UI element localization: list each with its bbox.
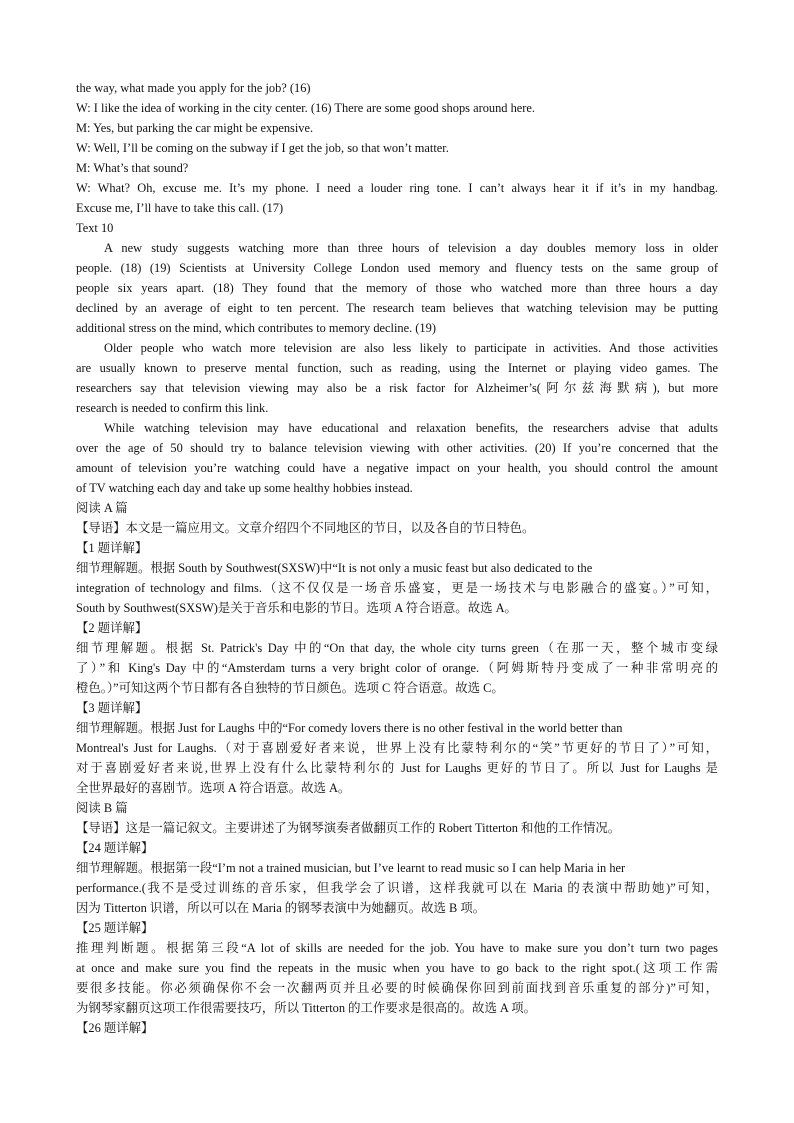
intro-line: 【导语】这是一篇记叙文。主要讲述了为钢琴演奏者做翻页工作的 Robert Titterton 和他的工作情况。 [76,821,621,835]
paragraph-line: are usually known to preserve mental function, such as reading, using the Internet or playing video games. The [76,361,718,375]
section-heading: Text 10 [76,221,114,235]
explanation-line: 细节理解题。根据第一段“I’m not a trained musician, but I’ve learnt to read music so I can help Maria in her [76,861,626,875]
section-heading: 阅读 A 篇 [76,501,128,515]
explanation-line: 了）”和 King's Day 中的“Amsterdam turns a very bright color of orange.（阿姆斯特丹变成了一种非常明亮的 [76,661,718,675]
paragraph-line: research is needed to confirm this link. [76,401,269,415]
paragraph [76,238,718,338]
explanation-line: performance.(我不是受过训练的音乐家，但我学会了识谱，这样我就可以在 Maria 的表演中帮助她)”可知， [76,881,718,895]
explanation-line: 为钢琴家翻页这项工作很需要技巧，所以 Titterton 的工作要求是很高的。故选 A 项。 [76,1001,537,1015]
paragraph [76,418,718,498]
explanation-line: 因为 Titterton 识谱，所以可以在 Maria 的钢琴表演中为她翻页。故选 B 项。 [76,901,486,915]
paragraph-line: over the age of 50 should try to balance television viewing with other activities. (20) If you’re concerned that the [76,441,718,455]
explanation-line: 橙色。）”可知这两个节日都有各自独特的节日颜色。选项 C 符合语意。故选 C。 [76,681,504,695]
paragraph-line: amount of television you’re watching could have a negative impact on your health, you should control the amount [76,461,718,475]
reading-b-section [76,798,718,1038]
dialogue-line: W: I like the idea of working in the city center. (16) There are some good shops around here. [76,101,535,115]
dialogue-section [76,78,718,218]
paragraph-line: researchers say that television viewing may also be a risk factor for Alzheimer’s(阿尔兹海默病), but more [76,381,718,395]
paragraph-line: While watching television may have educational and relaxation benefits, the researchers advise that adults [104,421,718,435]
explanation-line: Montreal's Just for Laughs.（对于喜剧爱好者来说，世界上没有比蒙特利尔的“笑”节更好的节日了）”可知， [76,741,718,755]
explanation-line: 推理判断题。根据第三段“A lot of skills are needed for the job. You have to make sure you don’t turn two pages [76,941,718,955]
paragraph-line: declined by an average of eight to ten percent. The research team believes that watching television may be putting [76,301,718,315]
dialogue-line: the way, what made you apply for the job? (16) [76,81,311,95]
paragraph-line: A new study suggests watching more than three hours of television a day doubles memory loss in older [104,241,718,255]
explanation-line: 要很多技能。你必须确保你不会一次翻两页并且必要的时候确保你回到前面找到音乐重复的部分)”可知， [76,981,718,995]
paragraph-line: of TV watching each day and take up some healthy hobbies instead. [76,481,413,495]
intro-line: 【导语】本文是一篇应用文。文章介绍四个不同地区的节日，以及各自的节日特色。 [76,521,535,535]
section-heading: 阅读 B 篇 [76,801,128,815]
question-heading: 【1 题详解】 [76,541,148,555]
paragraph-line: people six years apart. (18) They found that the memory of those who watched more than three hours a day [76,281,718,295]
dialogue-line: M: Yes, but parking the car might be expensive. [76,121,314,135]
explanation-line: 对于喜剧爱好者来说,世界上没有什么比蒙特利尔的 Just for Laughs 更好的节日了。所以 Just for Laughs 是 [76,761,718,775]
paragraph [76,338,718,418]
text10-section [76,218,718,498]
explanation-line: 细节理解题。根据 South by Southwest(SXSW)中“It is not only a music feast but also dedicated to the [76,561,593,575]
question-heading: 【3 题详解】 [76,701,148,715]
paragraph-line: additional stress on the mind, which contributes to memory decline. (19) [76,321,436,335]
explanation-line: 细节理解题。根据 St. Patrick's Day 中的“On that day, the whole city turns green（在那一天，整个城市变绿 [76,641,718,655]
paragraph-line: Older people who watch more television are also less likely to participate in activities. And those activities [104,341,718,355]
explanation-line: at once and make sure you find the repeats in the music when you have to go back to the right spot.(这项工作需 [76,961,718,975]
question-heading: 【24 题详解】 [76,841,154,855]
reading-a-section [76,498,718,798]
question-heading: 【25 题详解】 [76,921,154,935]
paragraph-line: people. (18) (19) Scientists at University College London used memory and fluency tests on the same group of [76,261,718,275]
explanation-line: South by Southwest(SXSW)是关于音乐和电影的节日。选项 A 符合语意。故选 A。 [76,601,517,615]
dialogue-line: M: What’s that sound? [76,161,189,175]
dialogue-line: W: What? Oh, excuse me. It’s my phone. I need a louder ring tone. I can’t always hear it if it’s in my handbag. [76,181,718,195]
question-heading: 【26 题详解】 [76,1021,154,1035]
explanation-line: 细节理解题。根据 Just for Laughs 中的“For comedy lovers there is no other festival in the world better than [76,721,623,735]
explanation-line: integration of technology and films.（这不仅仅是一场音乐盛宴，更是一场技术与电影融合的盛宴。）”可知， [76,581,718,595]
dialogue-line: W: Well, I’ll be coming on the subway if I get the job, so that won’t matter. [76,141,449,155]
document-page [76,78,718,1038]
question-heading: 【2 题详解】 [76,621,148,635]
dialogue-line: Excuse me, I’ll have to take this call. (17) [76,201,284,215]
explanation-line: 全世界最好的喜剧节。选项 A 符合语意。故选 A。 [76,781,351,795]
